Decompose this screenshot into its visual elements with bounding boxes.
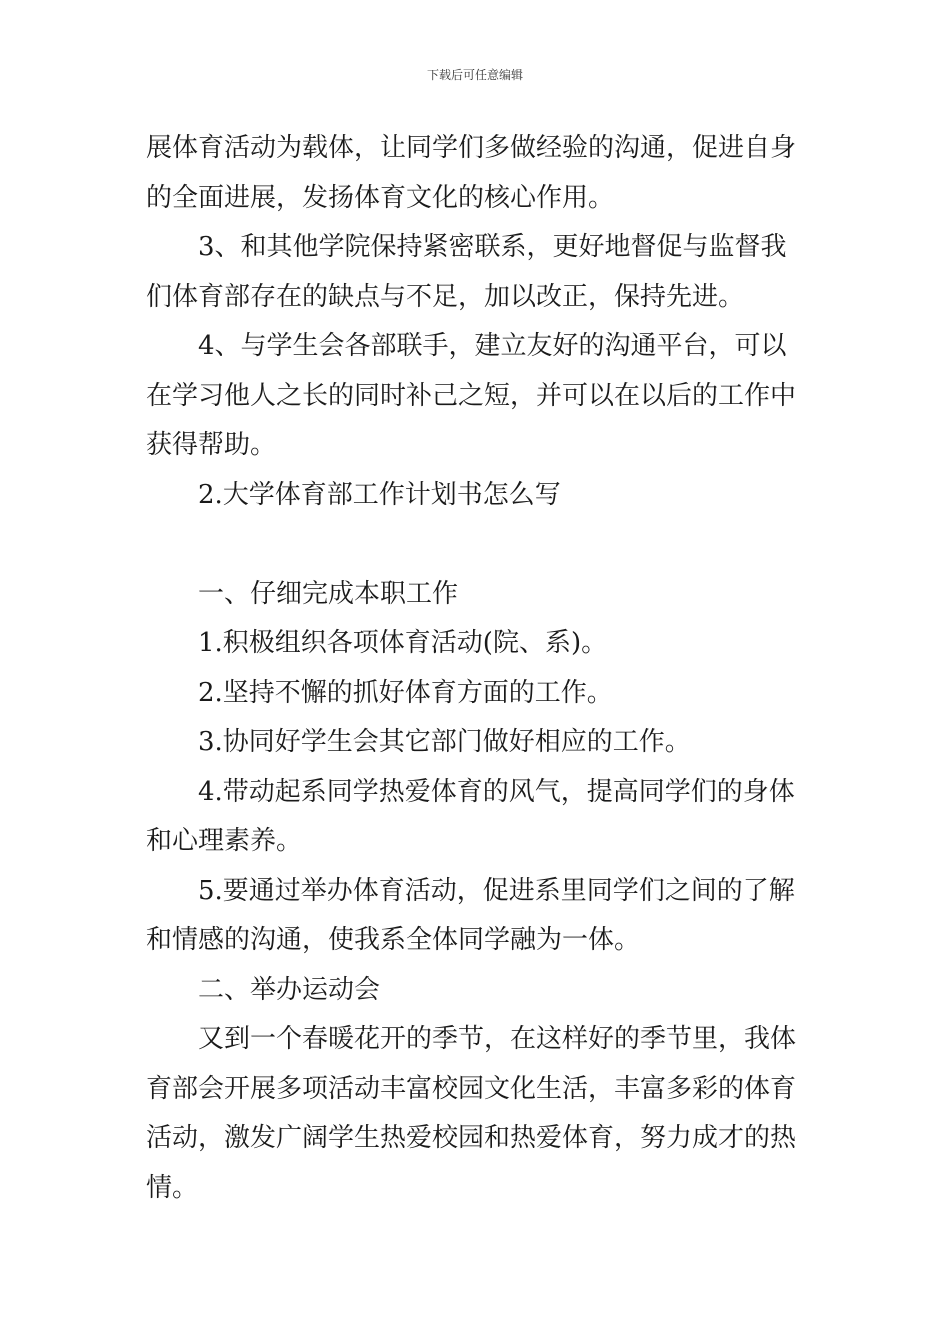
blank-line xyxy=(146,520,810,570)
list-item-5: 5.要通过举办体育活动，促进系里同学们之间的了解和情感的沟通，使我系全体同学融为一体。 xyxy=(146,875,795,955)
list-item-1: 1.积极组织各项体育活动(院、系)。 xyxy=(198,628,608,658)
paragraph-continued: 展体育活动为载体，让同学们多做经验的沟通，促进自身的全面进展，发扬体育文化的核心作用。 xyxy=(146,133,797,213)
paragraph-item-4: 4、与学生会各部联手，建立友好的沟通平台，可以在学习他人之长的同时补己之短，并可以在以后的工作中获得帮助。 xyxy=(146,331,797,460)
list-item-3: 3.协同好学生会其它部门做好相应的工作。 xyxy=(198,727,691,757)
section-heading-2: 2.大学体育部工作计划书怎么写 xyxy=(198,479,561,510)
document-body xyxy=(146,124,810,1213)
page-header: 下载后可任意编辑 xyxy=(426,68,523,82)
paragraph-item-3: 3、和其他学院保持紧密联系，更好地督促与监督我们体育部存在的缺点与不足，加以改正，保持先进。 xyxy=(146,232,787,312)
list-item-2: 2.坚持不懈的抓好体育方面的工作。 xyxy=(198,677,613,708)
list-item-4: 4.带动起系同学热爱体育的风气，提高同学们的身体和心理素养。 xyxy=(146,776,795,856)
paragraph-sports-meet: 又到一个春暖花开的季节，在这样好的季节里，我体育部会开展多项活动丰富校园文化生活，丰富多彩的体育活动，激发广阔学生热爱校园和热爱体育，努力成才的热情。 xyxy=(146,1024,797,1203)
subheading-two: 二、举办运动会 xyxy=(198,974,381,1005)
subheading-one: 一、仔细完成本职工作 xyxy=(198,578,459,609)
